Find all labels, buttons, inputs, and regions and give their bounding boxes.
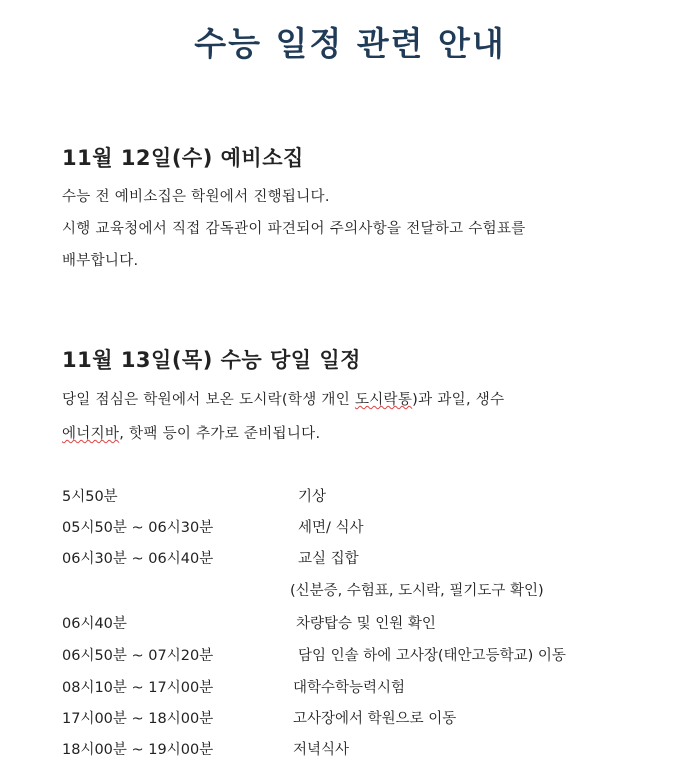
section1-line: 배부합니다. (62, 253, 139, 269)
schedule-desc: 교실 집합 (298, 551, 359, 567)
schedule-desc: 차량탑승 및 인원 확인 (296, 616, 436, 632)
schedule-time: 06시30분 ~ 06시40분 (62, 551, 214, 567)
schedule-time: 5시50분 (62, 489, 118, 505)
schedule-time: 17시00분 ~ 18시00분 (62, 711, 214, 727)
section2-line1-pre: 당일 점심은 학원에서 보온 도시락(학생 개인 (62, 392, 355, 408)
schedule-desc: 세면/ 식사 (298, 520, 364, 536)
schedule-desc: 담임 인솔 하에 고사장(태안고등학교) 이동 (298, 648, 566, 664)
section2-line1-post: )과 과일, 생수 (412, 392, 505, 408)
schedule-time: 06시40분 (62, 616, 127, 632)
section2-line2-underlined: 에너지바 (62, 426, 120, 442)
schedule-desc: 대학수학능력시험 (293, 680, 406, 696)
section2-line (62, 388, 504, 409)
schedule-desc: 고사장에서 학원으로 이동 (293, 711, 457, 727)
page-title: 수능 일정 관련 안내 (194, 24, 506, 63)
section2-line1-underlined: 도시락통 (354, 392, 413, 408)
section2-line2-post: , 핫팩 등이 추가로 준비됩니다. (119, 426, 321, 442)
schedule-time: 06시50분 ~ 07시20분 (62, 648, 214, 664)
schedule-desc: 저녁식사 (293, 742, 350, 758)
schedule-desc: (신분증, 수험표, 도시락, 필기도구 확인) (290, 583, 544, 599)
schedule-time: 05시50분 ~ 06시30분 (62, 520, 214, 536)
schedule-desc: 기상 (298, 489, 327, 505)
schedule-time: 18시00분 ~ 19시00분 (62, 742, 214, 758)
section2-line (62, 422, 320, 443)
section-heading-preliminary: 11월 12일(수) 예비소집 (62, 146, 304, 170)
section1-line: 수능 전 예비소집은 학원에서 진행됩니다. (62, 189, 330, 205)
schedule-time: 08시10분 ~ 17시00분 (62, 680, 214, 696)
section1-line: 시행 교육청에서 직접 감독관이 파견되어 주의사항을 전달하고 수험표를 (62, 221, 526, 237)
section-heading-exam-day: 11월 13일(목) 수능 당일 일정 (62, 348, 361, 372)
